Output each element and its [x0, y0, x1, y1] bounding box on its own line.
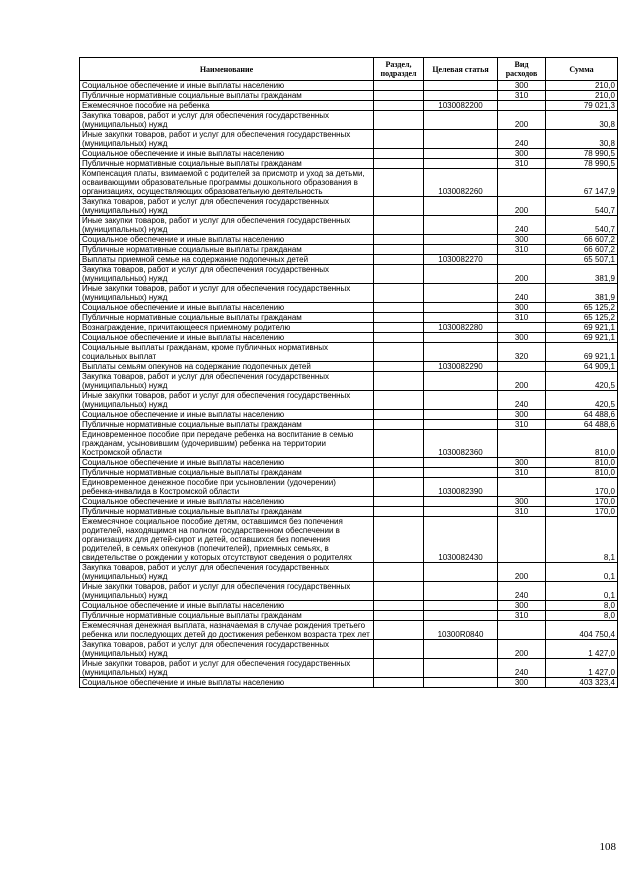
row-name: Социальное обеспечение и иные выплаты населению: [80, 235, 374, 245]
table-row: [80, 372, 618, 391]
row-sum: 170,0: [546, 497, 618, 507]
row-name: Ежемесячное социальное пособие детям, оставшимся без попечения родителей, находящимся на полном государственном обеспечении в организациях для детей-сирот и детей, оставшихся без попечения родителей, в семьях опекунов (попечителей), приемных семьях, в свидетельстве о рождении у которых отсутствуют сведения о родителях: [80, 517, 374, 563]
table-row: [80, 323, 618, 333]
row-sum: 1 427,0: [546, 640, 618, 659]
row-sum: 65 125,2: [546, 313, 618, 323]
row-sum: 403 323,4: [546, 678, 618, 688]
row-target: [424, 265, 498, 284]
row-sum: 540,7: [546, 216, 618, 235]
row-target: [424, 640, 498, 659]
row-section: [374, 430, 424, 458]
row-sum: 64 488,6: [546, 420, 618, 430]
row-name: Выплаты семьям опекунов на содержание подопечных детей: [80, 362, 374, 372]
row-sum: 210,0: [546, 81, 618, 91]
row-target: [424, 420, 498, 430]
row-sum: 810,0: [546, 430, 618, 458]
row-name: Единовременное денежное пособие при усыновлении (удочерении) ребенка-инвалида в Костромской области: [80, 478, 374, 497]
row-sum: 79 021,3: [546, 101, 618, 111]
row-type: 310: [498, 91, 546, 101]
row-target: [424, 678, 498, 688]
row-section: [374, 323, 424, 333]
table-row: [80, 159, 618, 169]
row-section: [374, 333, 424, 343]
row-type: 300: [498, 678, 546, 688]
row-sum: 8,0: [546, 601, 618, 611]
row-type: 300: [498, 458, 546, 468]
row-section: [374, 255, 424, 265]
row-target: [424, 507, 498, 517]
table-body: [80, 81, 618, 688]
row-type: 310: [498, 159, 546, 169]
row-section: [374, 284, 424, 303]
row-type: 300: [498, 303, 546, 313]
row-name: Иные закупки товаров, работ и услуг для обеспечения государственных (муниципальных) нужд: [80, 130, 374, 149]
row-target: [424, 372, 498, 391]
row-name: Социальные выплаты гражданам, кроме публичных нормативных социальных выплат: [80, 343, 374, 362]
row-name: Публичные нормативные социальные выплаты гражданам: [80, 159, 374, 169]
row-name: Социальное обеспечение и иные выплаты населению: [80, 458, 374, 468]
table-row: [80, 197, 618, 216]
row-section: [374, 130, 424, 149]
row-type: 300: [498, 497, 546, 507]
row-sum: 30,8: [546, 111, 618, 130]
row-name: Единовременное пособие при передаче ребенка на воспитание в семью гражданам, усыновившим (удочерившим) ребенка на территории Костромской области: [80, 430, 374, 458]
row-sum: 69 921,1: [546, 343, 618, 362]
table-row: [80, 497, 618, 507]
row-sum: 420,5: [546, 391, 618, 410]
table-row: [80, 111, 618, 130]
table-row: [80, 517, 618, 563]
row-target: [424, 343, 498, 362]
table-row: [80, 362, 618, 372]
table-row: [80, 343, 618, 362]
row-section: [374, 197, 424, 216]
row-sum: 170,0: [546, 507, 618, 517]
row-type: [498, 621, 546, 640]
table-row: [80, 130, 618, 149]
row-name: Иные закупки товаров, работ и услуг для обеспечения государственных (муниципальных) нужд: [80, 391, 374, 410]
row-type: 300: [498, 601, 546, 611]
row-section: [374, 611, 424, 621]
row-name: Ежемесячная денежная выплата, назначаемая в случае рождения третьего ребенка или последующих детей до достижения ребенком возраста трех лет: [80, 621, 374, 640]
row-sum: 404 750,4: [546, 621, 618, 640]
row-type: 300: [498, 333, 546, 343]
row-section: [374, 265, 424, 284]
row-section: [374, 101, 424, 111]
row-name: Закупка товаров, работ и услуг для обеспечения государственных (муниципальных) нужд: [80, 197, 374, 216]
row-type: 240: [498, 582, 546, 601]
row-section: [374, 621, 424, 640]
row-name: Социальное обеспечение и иные выплаты населению: [80, 149, 374, 159]
row-target: [424, 611, 498, 621]
table-row: [80, 391, 618, 410]
row-sum: 69 921,1: [546, 333, 618, 343]
table-row: [80, 333, 618, 343]
row-sum: 0,1: [546, 582, 618, 601]
row-target: [424, 159, 498, 169]
row-target: [424, 563, 498, 582]
row-name: Иные закупки товаров, работ и услуг для обеспечения государственных (муниципальных) нужд: [80, 216, 374, 235]
row-section: [374, 245, 424, 255]
header-type: Вид расходов: [498, 58, 546, 81]
row-sum: 8,0: [546, 611, 618, 621]
row-sum: 420,5: [546, 372, 618, 391]
table-row: [80, 81, 618, 91]
row-target: 1030082260: [424, 169, 498, 197]
row-sum: 8,1: [546, 517, 618, 563]
row-section: [374, 313, 424, 323]
row-section: [374, 362, 424, 372]
row-sum: 540,7: [546, 197, 618, 216]
row-section: [374, 343, 424, 362]
row-section: [374, 582, 424, 601]
row-type: 200: [498, 197, 546, 216]
row-sum: 381,9: [546, 265, 618, 284]
row-section: [374, 303, 424, 313]
row-type: 300: [498, 149, 546, 159]
row-target: [424, 111, 498, 130]
table-row: [80, 601, 618, 611]
row-type: [498, 255, 546, 265]
table-row: [80, 621, 618, 640]
row-type: [498, 323, 546, 333]
row-target: 1030082430: [424, 517, 498, 563]
table-row: [80, 507, 618, 517]
table-row: [80, 91, 618, 101]
table-row: [80, 563, 618, 582]
row-target: [424, 91, 498, 101]
row-target: [424, 245, 498, 255]
header-target: Целевая статья: [424, 58, 498, 81]
row-type: 200: [498, 640, 546, 659]
row-sum: 210,0: [546, 91, 618, 101]
header-sum: Сумма: [546, 58, 618, 81]
row-name: Публичные нормативные социальные выплаты гражданам: [80, 611, 374, 621]
table-row: [80, 420, 618, 430]
row-name: Вознаграждение, причитающееся приемному родителю: [80, 323, 374, 333]
row-section: [374, 111, 424, 130]
row-name: Компенсация платы, взимаемой с родителей за присмотр и уход за детьми, осваивающими образовательные программы дошкольного образования в организациях, осуществляющих образовательную деятельность: [80, 169, 374, 197]
row-section: [374, 507, 424, 517]
row-name: Иные закупки товаров, работ и услуг для обеспечения государственных (муниципальных) нужд: [80, 659, 374, 678]
row-sum: 65 125,2: [546, 303, 618, 313]
row-type: [498, 430, 546, 458]
row-type: 320: [498, 343, 546, 362]
table-row: [80, 410, 618, 420]
table-row: [80, 255, 618, 265]
row-name: Ежемесячное пособие на ребенка: [80, 101, 374, 111]
row-section: [374, 497, 424, 507]
row-section: [374, 563, 424, 582]
row-name: Публичные нормативные социальные выплаты гражданам: [80, 507, 374, 517]
row-name: Социальное обеспечение и иные выплаты населению: [80, 81, 374, 91]
row-sum: 0,1: [546, 563, 618, 582]
row-section: [374, 678, 424, 688]
table-row: [80, 478, 618, 497]
row-type: 200: [498, 111, 546, 130]
row-type: 310: [498, 611, 546, 621]
row-target: 1030082290: [424, 362, 498, 372]
row-target: 10300R0840: [424, 621, 498, 640]
row-target: [424, 458, 498, 468]
row-type: [498, 478, 546, 497]
row-type: 200: [498, 563, 546, 582]
table-row: [80, 216, 618, 235]
row-section: [374, 659, 424, 678]
row-name: Закупка товаров, работ и услуг для обеспечения государственных (муниципальных) нужд: [80, 372, 374, 391]
row-target: [424, 313, 498, 323]
budget-table: [79, 57, 618, 688]
row-target: 1030082360: [424, 430, 498, 458]
page-number: 108: [599, 841, 616, 853]
row-type: 240: [498, 130, 546, 149]
row-target: [424, 130, 498, 149]
table-row: [80, 313, 618, 323]
row-target: [424, 468, 498, 478]
row-type: 310: [498, 420, 546, 430]
row-type: 300: [498, 410, 546, 420]
row-target: [424, 582, 498, 601]
row-sum: 64 909,1: [546, 362, 618, 372]
row-target: [424, 149, 498, 159]
row-type: [498, 169, 546, 197]
row-target: [424, 303, 498, 313]
row-type: 200: [498, 265, 546, 284]
row-section: [374, 420, 424, 430]
row-type: 310: [498, 468, 546, 478]
row-target: 1030082270: [424, 255, 498, 265]
table-row: [80, 265, 618, 284]
row-name: Социальное обеспечение и иные выплаты населению: [80, 497, 374, 507]
header-section: Раздел, подраздел: [374, 58, 424, 81]
row-type: [498, 362, 546, 372]
row-sum: 1 427,0: [546, 659, 618, 678]
row-sum: 30,8: [546, 130, 618, 149]
row-target: 1030082200: [424, 101, 498, 111]
row-name: Иные закупки товаров, работ и услуг для обеспечения государственных (муниципальных) нужд: [80, 582, 374, 601]
row-type: 240: [498, 391, 546, 410]
row-section: [374, 478, 424, 497]
row-target: 1030082280: [424, 323, 498, 333]
row-type: 200: [498, 372, 546, 391]
row-sum: 65 507,1: [546, 255, 618, 265]
row-section: [374, 410, 424, 420]
row-target: [424, 284, 498, 303]
row-target: 1030082390: [424, 478, 498, 497]
row-name: Публичные нормативные социальные выплаты гражданам: [80, 245, 374, 255]
row-sum: 78 990,5: [546, 159, 618, 169]
row-name: Социальное обеспечение и иные выплаты населению: [80, 333, 374, 343]
row-section: [374, 81, 424, 91]
row-name: Публичные нормативные социальные выплаты гражданам: [80, 468, 374, 478]
table-row: [80, 430, 618, 458]
table-row: [80, 640, 618, 659]
row-name: Закупка товаров, работ и услуг для обеспечения государственных (муниципальных) нужд: [80, 111, 374, 130]
row-sum: 170,0: [546, 478, 618, 497]
row-section: [374, 235, 424, 245]
row-type: 300: [498, 81, 546, 91]
table-row: [80, 659, 618, 678]
row-section: [374, 149, 424, 159]
row-section: [374, 517, 424, 563]
row-section: [374, 601, 424, 611]
row-section: [374, 468, 424, 478]
row-section: [374, 391, 424, 410]
header-row: [80, 58, 618, 81]
row-name: Социальное обеспечение и иные выплаты населению: [80, 303, 374, 313]
row-type: 310: [498, 245, 546, 255]
row-name: Выплаты приемной семье на содержание подопечных детей: [80, 255, 374, 265]
row-sum: 67 147,9: [546, 169, 618, 197]
table-row: [80, 245, 618, 255]
row-sum: 810,0: [546, 468, 618, 478]
row-target: [424, 410, 498, 420]
row-name: Публичные нормативные социальные выплаты гражданам: [80, 91, 374, 101]
row-type: 240: [498, 216, 546, 235]
row-sum: 66 607,2: [546, 245, 618, 255]
table-row: [80, 458, 618, 468]
row-name: Закупка товаров, работ и услуг для обеспечения государственных (муниципальных) нужд: [80, 640, 374, 659]
row-type: 310: [498, 313, 546, 323]
row-target: [424, 81, 498, 91]
row-name: Закупка товаров, работ и услуг для обеспечения государственных (муниципальных) нужд: [80, 265, 374, 284]
row-sum: 64 488,6: [546, 410, 618, 420]
row-type: 240: [498, 284, 546, 303]
row-target: [424, 235, 498, 245]
row-section: [374, 458, 424, 468]
row-section: [374, 91, 424, 101]
row-target: [424, 497, 498, 507]
row-name: Социальное обеспечение и иные выплаты населению: [80, 601, 374, 611]
row-section: [374, 640, 424, 659]
row-section: [374, 372, 424, 391]
row-type: 310: [498, 507, 546, 517]
table-row: [80, 582, 618, 601]
table-row: [80, 678, 618, 688]
table-row: [80, 611, 618, 621]
row-type: 300: [498, 235, 546, 245]
row-name: Закупка товаров, работ и услуг для обеспечения государственных (муниципальных) нужд: [80, 563, 374, 582]
row-sum: 381,9: [546, 284, 618, 303]
row-sum: 66 607,2: [546, 235, 618, 245]
table-row: [80, 101, 618, 111]
row-sum: 69 921,1: [546, 323, 618, 333]
table-row: [80, 169, 618, 197]
row-target: [424, 216, 498, 235]
table-row: [80, 284, 618, 303]
row-section: [374, 169, 424, 197]
row-name: Социальное обеспечение и иные выплаты населению: [80, 410, 374, 420]
row-name: Публичные нормативные социальные выплаты гражданам: [80, 313, 374, 323]
row-target: [424, 659, 498, 678]
row-name: Социальное обеспечение и иные выплаты населению: [80, 678, 374, 688]
row-target: [424, 391, 498, 410]
row-target: [424, 333, 498, 343]
row-target: [424, 197, 498, 216]
row-type: [498, 517, 546, 563]
table-row: [80, 303, 618, 313]
row-target: [424, 601, 498, 611]
header-name: Наименование: [80, 58, 374, 81]
table-row: [80, 235, 618, 245]
table-row: [80, 468, 618, 478]
row-sum: 78 990,5: [546, 149, 618, 159]
row-type: 240: [498, 659, 546, 678]
row-name: Публичные нормативные социальные выплаты гражданам: [80, 420, 374, 430]
row-section: [374, 216, 424, 235]
row-sum: 810,0: [546, 458, 618, 468]
row-section: [374, 159, 424, 169]
row-name: Иные закупки товаров, работ и услуг для обеспечения государственных (муниципальных) нужд: [80, 284, 374, 303]
row-type: [498, 101, 546, 111]
table-row: [80, 149, 618, 159]
